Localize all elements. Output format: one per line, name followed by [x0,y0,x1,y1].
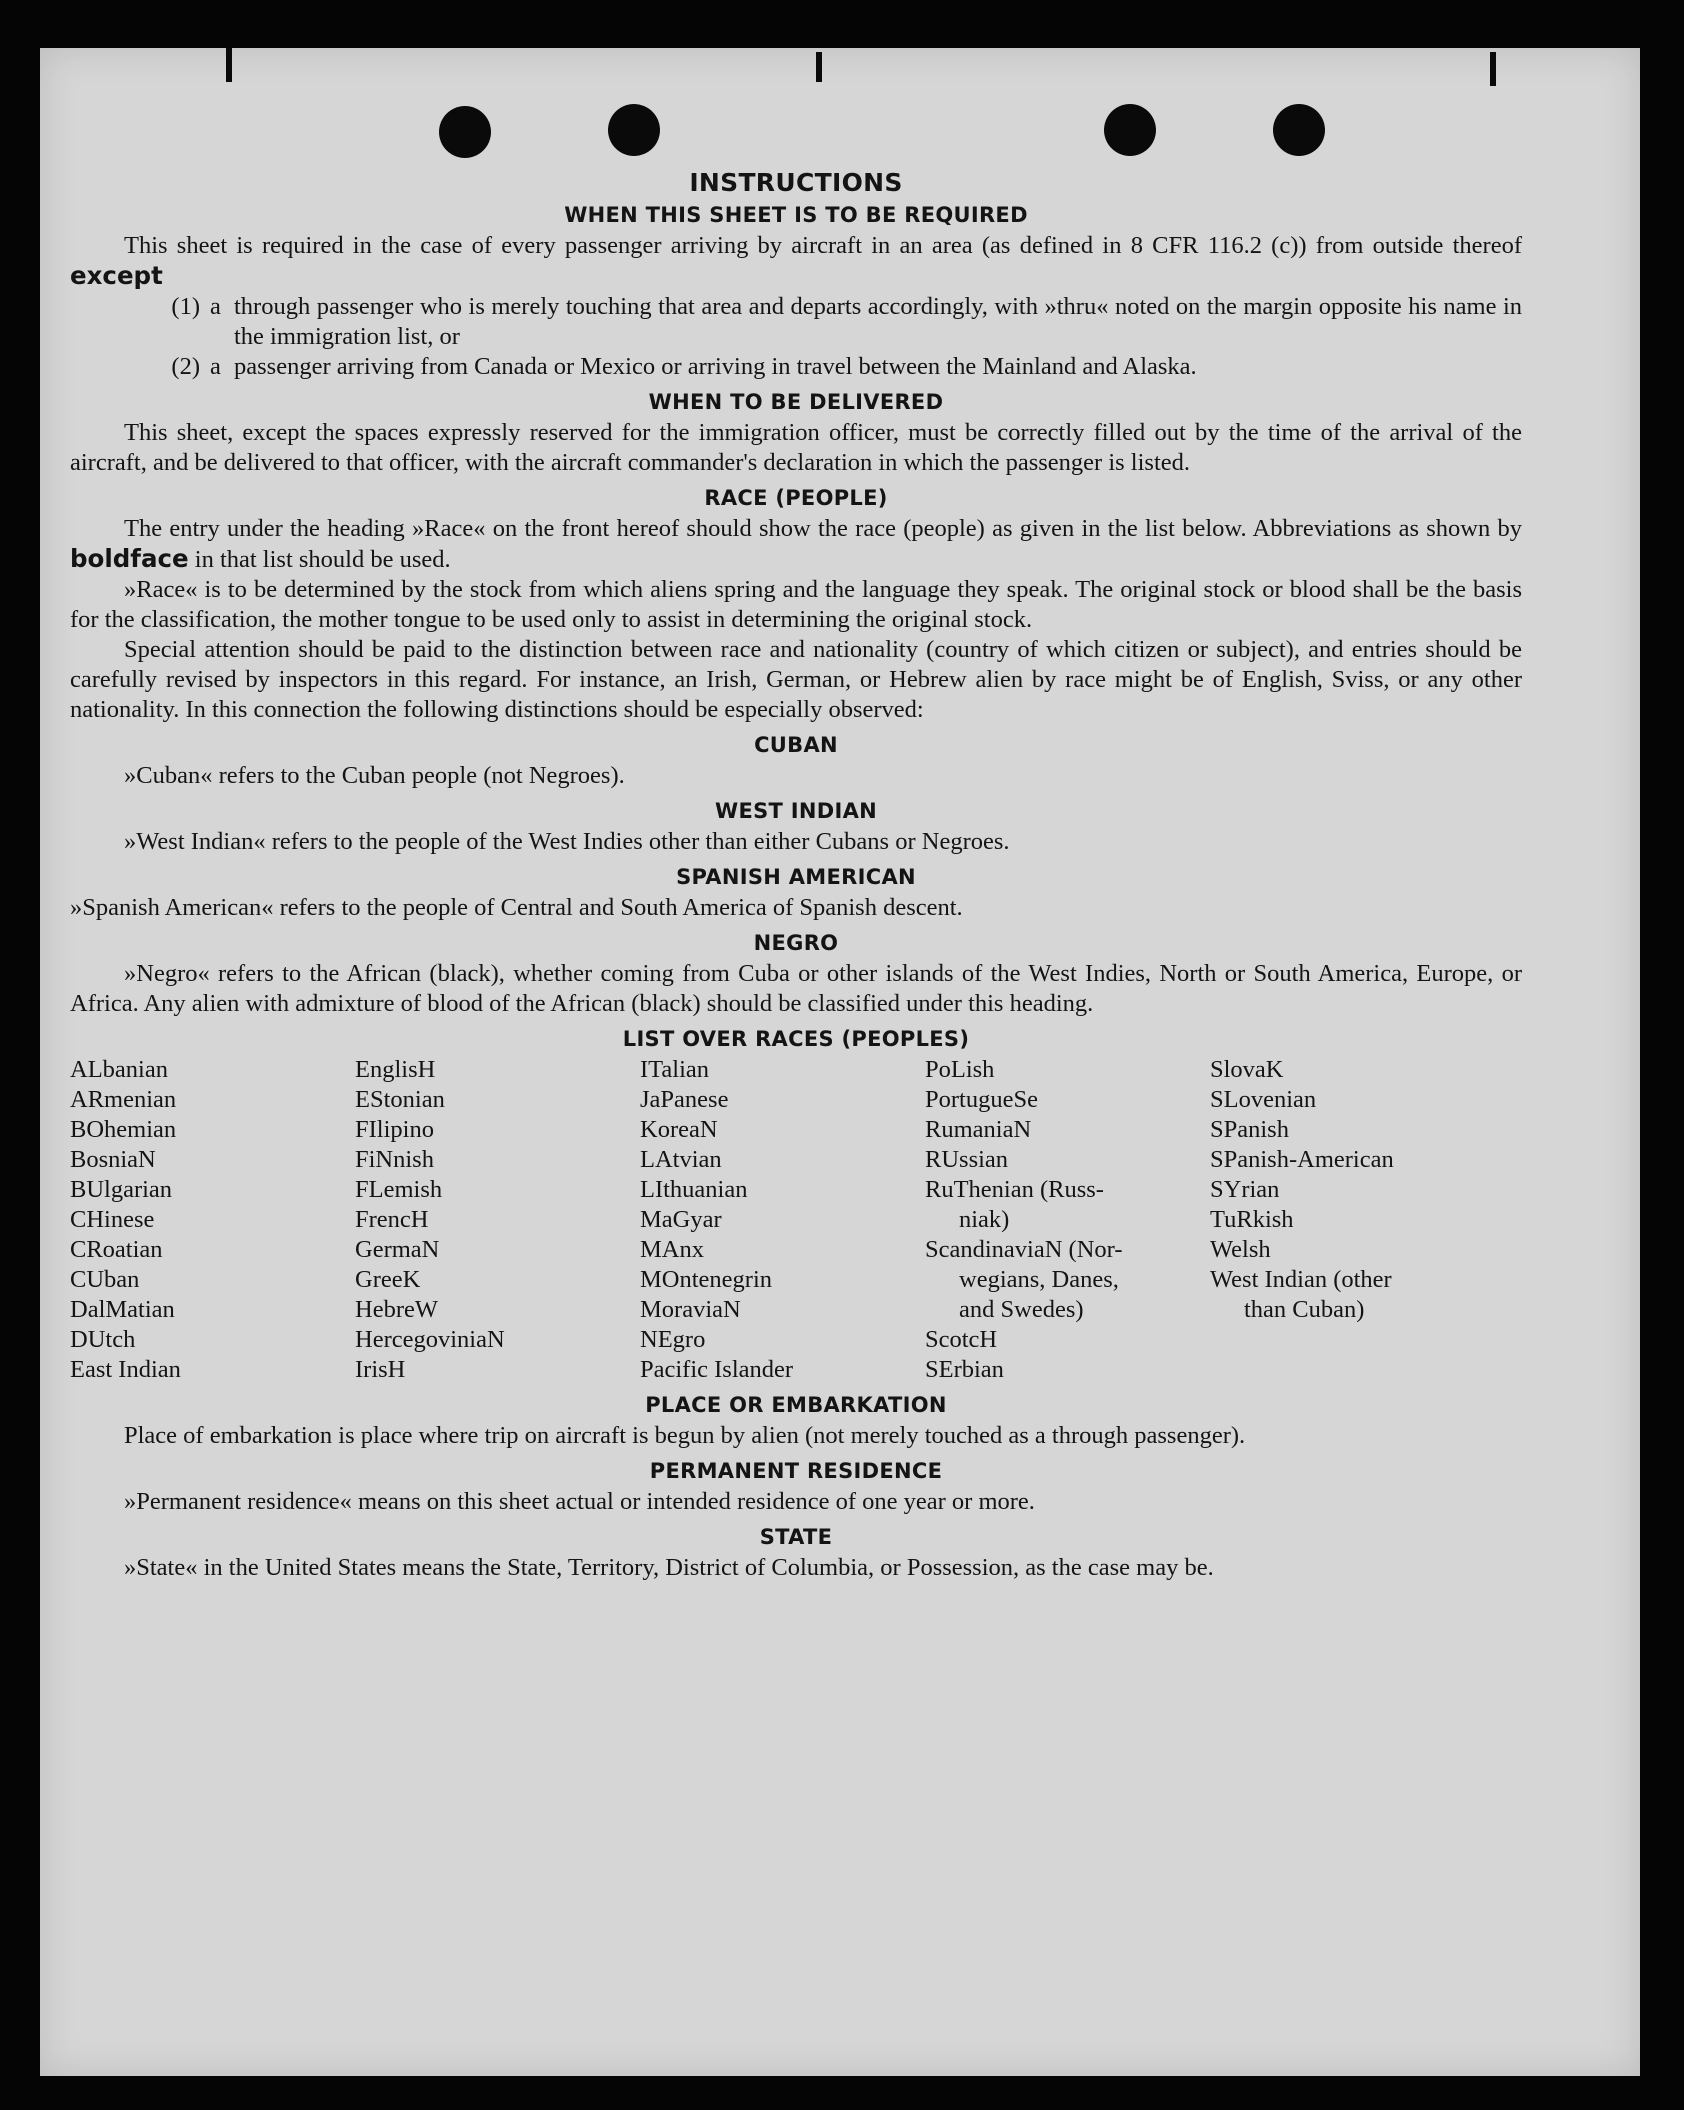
race-entry: IrisH [355,1356,406,1383]
race-entry: Pacific Islander [640,1356,794,1383]
race-entry: SPanish-American [1210,1146,1394,1173]
race-entry: NEgro [640,1326,706,1353]
race-paragraph-1: The entry under the heading »Race« on the front hereof should show the race (people) as given in the list below. Abbreviations as shown by boldface in that list should be used. [70,515,1522,573]
race-entry: MoraviaN [640,1296,741,1323]
race-entry: LAtvian [640,1146,722,1173]
race-entry: FIlipino [355,1116,434,1143]
race-entry: than Cuban) [1244,1296,1365,1323]
document-page [40,48,1640,2076]
race-entry: RumaniaN [925,1116,1032,1143]
race-entry: EnglisH [355,1056,436,1083]
cuban-text: »Cuban« refers to the Cuban people (not Negroes). [124,762,625,789]
punch-hole [1273,104,1325,156]
heading-spanish-american: SPANISH AMERICAN [676,865,916,889]
races-column [70,1055,355,1385]
scan-mark [816,52,822,82]
race-entry: ARmenian [70,1086,177,1113]
race-entry: EStonian [355,1086,445,1113]
race-entry: HebreW [355,1296,438,1323]
race-entry: SlovaK [1210,1056,1284,1083]
heading-state: STATE [759,1525,833,1549]
negro-text: »Negro« refers to the African (black), whether coming from Cuba or other islands of the West Indies, North or South America, Europe, or Africa. Any alien with admixture of blood of the African (black) should be classified under this heading. [70,960,1522,1017]
emphasis-boldface: boldface [70,544,189,573]
race-entry: SPanish [1210,1116,1289,1143]
race-paragraph-2: »Race« is to be determined by the stock from which aliens spring and the language they speak. The original stock or blood shall be the basis for the classification, the mother tongue to be used only to assist in determining the original stock. [70,576,1522,633]
heading-west-indian: WEST INDIAN [714,799,878,823]
races-column [925,1055,1210,1385]
race-entry: East Indian [70,1356,181,1383]
race-entry: ALbanian [70,1056,168,1083]
list-item: (1) a through passenger who is merely touching that area and departs accordingly, with »thru« noted on the margin opposite his name in the immigration list, or [171,293,1522,350]
embarkation-text: Place of embarkation is place where trip on aircraft is begun by alien (not merely touched as a through passenger). [124,1422,1246,1449]
races-column [355,1055,640,1385]
race-entry: DUtch [70,1326,136,1353]
race-entry: ITalian [640,1056,710,1083]
race-entry: TuRkish [1210,1206,1294,1233]
race-entry: BOhemian [70,1116,177,1143]
required-intro: This sheet is required in the case of every passenger arriving by aircraft in an area (as defined in 8 CFR 116.2 (c)) from outside thereof except [70,232,1522,290]
race-entry: RuThenian (Russ- [925,1176,1104,1203]
race-entry: niak) [959,1206,1010,1233]
race-entry: West Indian (other [1210,1266,1392,1293]
heading-delivered: WHEN TO BE DELIVERED [648,390,944,414]
race-entry: JaPanese [640,1086,729,1113]
race-paragraph-3: Special attention should be paid to the distinction between race and nationality (country of which citizen or subject), and entries should be carefully revised by inspectors in this regard. For instance, an Irish, German, or Hebrew alien by race might be of English, Sviss, or any other nationality. In this connection the following distinctions should be especially observed: [70,636,1522,723]
race-entry: KoreaN [640,1116,718,1143]
heading-required: WHEN THIS SHEET IS TO BE REQUIRED [564,203,1028,227]
race-entry: GermaN [355,1236,440,1263]
race-entry: FLemish [355,1176,443,1203]
instructions-content [70,168,1522,1583]
scan-mark [226,48,232,82]
heading-races-list: LIST OVER RACES (PEOPLES) [622,1027,970,1051]
race-entry: SYrian [1210,1176,1280,1203]
punch-hole [608,104,660,156]
heading-race: RACE (PEOPLE) [704,486,888,510]
race-entry: DalMatian [70,1296,175,1323]
heading-negro: NEGRO [753,931,839,955]
race-entry: HercegoviniaN [355,1326,505,1353]
list-item: (2) a passenger arriving from Canada or Mexico or arriving in travel between the Mainland and Alaska. [171,353,1197,380]
race-entry: Welsh [1210,1236,1271,1263]
race-entry: CRoatian [70,1236,163,1263]
emphasis-except: except [70,261,163,290]
race-entry: BosniaN [70,1146,156,1173]
punch-hole [439,106,491,158]
race-entry: MAnx [640,1236,704,1263]
race-entry: FrencH [355,1206,429,1233]
race-entry: MaGyar [640,1206,722,1233]
race-entry: SLovenian [1210,1086,1317,1113]
race-entry: and Swedes) [959,1296,1084,1323]
heading-embarkation: PLACE OR EMBARKATION [645,1393,947,1417]
race-entry: FiNnish [355,1146,434,1173]
race-entry: PortugueSe [925,1086,1038,1113]
delivered-text: This sheet, except the spaces expressly reserved for the immigration officer, must be correctly filled out by the time of the arrival of the aircraft, and be delivered to that officer, with the aircraft commander's declaration in which the passenger is listed. [70,419,1522,476]
race-entry: ScotcH [925,1326,998,1353]
punch-hole [1104,104,1156,156]
race-entry: ScandinaviaN (Nor- [925,1236,1123,1263]
race-entry: CUban [70,1266,140,1293]
race-entry: MOntenegrin [640,1266,772,1293]
race-entry: CHinese [70,1206,155,1233]
heading-residence: PERMANENT RESIDENCE [649,1459,943,1483]
residence-text: »Permanent residence« means on this sheet actual or intended residence of one year or more. [124,1488,1035,1515]
race-entry: GreeK [355,1266,421,1293]
state-text: »State« in the United States means the State, Territory, District of Columbia, or Possession, as the case may be. [124,1554,1214,1581]
west-indian-text: »West Indian« refers to the people of the West Indies other than either Cubans or Negroes. [124,828,1010,855]
race-entry: SErbian [925,1356,1004,1383]
race-entry: wegians, Danes, [959,1266,1119,1293]
heading-cuban: CUBAN [754,733,838,757]
race-entry: PoLish [925,1056,995,1083]
races-list [70,1055,1522,1385]
scan-mark [1490,52,1496,86]
spanish-american-text: »Spanish American« refers to the people of Central and South America of Spanish descent. [70,894,963,921]
race-entry: BUlgarian [70,1176,173,1203]
races-column [1210,1055,1495,1385]
race-entry: LIthuanian [640,1176,748,1203]
race-entry: RUssian [925,1146,1009,1173]
races-column [640,1055,925,1385]
page-title: INSTRUCTIONS [689,168,903,197]
